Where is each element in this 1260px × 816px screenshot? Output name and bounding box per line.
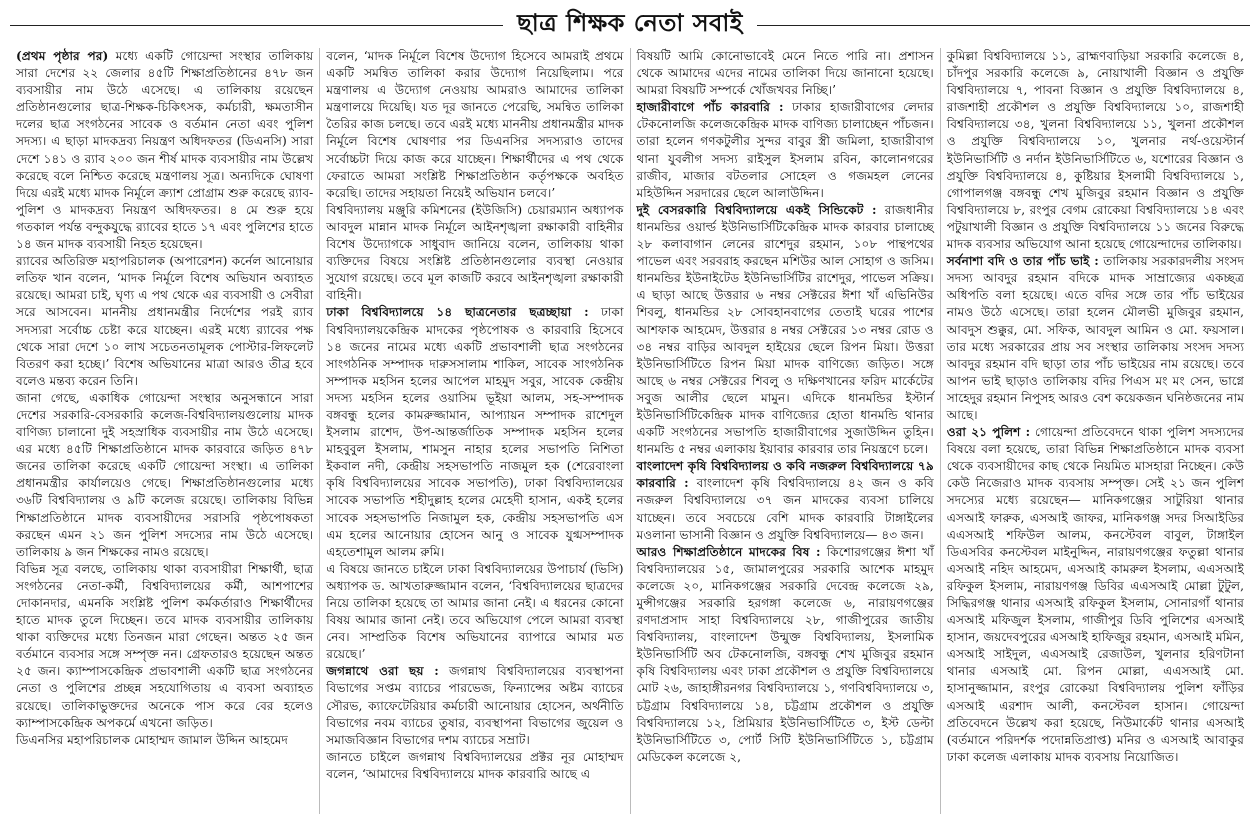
subheading: জগন্নাথে ওরা ছয় : xyxy=(326,664,439,679)
headline-rule-left xyxy=(10,25,503,26)
paragraph-text: ডিএনসির মহাপরিচালক মোহাম্মদ জামাল উদ্দিন আহমেদ xyxy=(16,732,288,747)
article-paragraph xyxy=(947,48,1244,253)
paragraph-text: কিশোরগঞ্জের ঈশা খাঁ বিশ্ববিদ্যালয়ের ১৫, জামালপুরের সরকারি আশেক মাহমুদ কলেজে ২০, মানিকগঞ্জের সরকারি দেবেন্দ্র কলেজে ২৯, মুন্সীগঞ্জের সরকারি হরগঙ্গা কলেজে ৬, নারায়ণগঞ্জের রণদাপ্রসাদ সাহা বিশ্ববিদ্যালয়ে ২৮, গাজীপুরের জাতীয় বিশ্ববিদ্যালয়, বাংলাদেশ উন্মুক্ত বিশ্ববিদ্যালয়, ইসলামিক ইউনিভার্সিটি অব টেকনোলজি, বঙ্গবন্ধু শেখ মুজিবুর রহমান কৃষি বিশ্ববিদ্যালয় এবং ঢাকা প্রকৌশল ও প্রযুক্তি বিশ্ববিদ্যালয়ে মোট ২৬, জাহাঙ্গীরনগর বিশ্ববিদ্যালয়ে ১, গণবিশ্ববিদ্যালয়ে ৩, চট্টগ্রাম বিশ্ববিদ্যালয়ে ১৪, চট্টগ্রাম প্রকৌশল ও প্রযুক্তি বিশ্ববিদ্যালয়ে ১২, প্রিমিয়ার ইউনিভার্সিটিতে ৩, ইস্ট ডেল্টা ইউনিভার্সিটিতে ৩, পোর্ট সিটি ইউনিভার্সিটিতে ১, চট্টগ্রাম মেডিকেল কলেজে ২, xyxy=(636,544,934,764)
article-paragraph xyxy=(637,202,934,458)
headline-rule-right xyxy=(757,25,1250,26)
paragraph-text: গোয়েন্দা প্রতিবেদনে থাকা পুলিশ সদস্যদের বিষয়ে বলা হয়েছে, তারা বিভিন্ন শিক্ষাপ্রতিষ্ঠানে মাদক ব্যবসা থেকে ব্যবসায়ীদের কাছ থেকে নিয়মিত মাসহারা নিচ্ছেন। কেউ কেউ নিজেরাও মাদক ব্যবসায় সম্পৃক্ত। সেই ২১ জন পুলিশ সদস্যের মধ্যে রয়েছেন— মানিকগঞ্জের সাটুরিয়া থানার এসআই ফারুক, এসআই জাফর, মানিকগঞ্জ সদর সিআইডির এএসআই শফিউল আলম, কনস্টেবল বাবুল, টাঙ্গাইল ডিএসবির কনস্টেবল মাইনুদ্দিন, নারায়ণগঞ্জের ফতুল্লা থানার এসআই নহিদ আহমেদ, এসআই কামরুল ইসলাম, এএসআই রফিকুল ইসলাম, নারায়ণগঞ্জ ডিবির এএসআই মোল্লা টুটুল, সিদ্ধিরগঞ্জ থানার এসআই রফিকুল ইসলাম, সোনারগাঁ থানার এসআই মফিজুল ইসলাম, গাজীপুর ডিবি পুলিশের এসআই হাসান, জয়দেবপুরের এসআই হাফিজুর রহমান, এসআই মমিন, এসআই সাইদুল, এএসআই রেজাউল, খুলনার হরিণটানা থানার এসআই মো. রিপন মোল্লা, এএসআই মো. হাসানুজ্জামান, রংপুর রোকেয়া বিশ্ববিদ্যালয় পুলিশ ফাঁড়ির এসআই এরশাদ আলী, কনস্টেবল হাসান। গোয়েন্দা প্রতিবেদনে উল্লেখ করা হয়েছে, নিউমার্কেট থানার এসআই (বর্তমানে পরিদর্শক পদোন্নতিপ্রাপ্ত) মনির ও এসআই আবাকুর ঢাকা কলেজ এলাকায় মাদক ব্যবসায় নিয়োজিত। xyxy=(946,425,1244,764)
article-paragraph xyxy=(326,202,623,305)
article-column-3 xyxy=(630,48,940,814)
paragraph-text: জানা গেছে, একাধিক গোয়েন্দা সংস্থার অনুসন্ধানে সারা দেশের সরকারি-বেসরকারি কলেজ-বিশ্ববিদ্যালয়গুলোয় মাদক বাণিজ্য চালানো দুই সহস্রাধিক ব্যবসায়ীর নাম উঠে এসেছে। এর মধ্যে ৪৫টি শিক্ষাপ্রতিষ্ঠানে মাদক কারবারে জড়িত ৪৭৮ জনের তালিকা করেছে একটি গোয়েন্দা সংস্থা। এ তালিকা প্রধানমন্ত্রীর কার্যালয়েও গেছে। শিক্ষাপ্রতিষ্ঠানগুলোর মধ্যে ৩৬টি বিশ্ববিদ্যালয় ও ৯টি কলেজ রয়েছে। তালিকায় বিভিন্ন শিক্ষাপ্রতিষ্ঠানে মাদক ব্যবসায়ীদের সরাসরি পৃষ্ঠপোষকতা করছেন এমন ২১ জন পুলিশ সদস্যের নাম উঠে এসেছে। তালিকায় ৯ জন শিক্ষকের নামও রয়েছে। xyxy=(16,390,314,559)
article-paragraph xyxy=(637,48,934,99)
subheading: সর্বনাশা বদি ও তার পাঁচ ভাই : xyxy=(946,254,1099,269)
article-column-4 xyxy=(940,48,1250,814)
paragraph-text: তালিকায় সরকারদলীয় সংসদ সদস্য আবদুর রহমান বদিকে মাদক সাম্রাজ্যের একচ্ছত্র অধিপতি বলা হয়েছে। এতে বদির সঙ্গে তার পাঁচ ভাইয়ের নামও উঠে এসেছে। তারা হলেন মৌলভী মুজিবুর রহমান, আবদুস শুক্কুর, মো. সফিক, আবদুল আমিন ও মো. ফয়সাল। তার মধ্যে সরকারের প্রায় সব সংস্থার তালিকায় সংসদ সদস্য আবদুর রহমান বদি ছাড়া তার পাঁচ ভাইয়ের নাম রয়েছে। তবে আপন ভাই ছাড়াও তালিকায় বদির পিএস মং মং সেন, ভাগ্নে সাহেদুর রহমান নিপুসহ আরও বেশ কয়েকজন ঘনিষ্ঠজনের নাম আছে। xyxy=(946,254,1244,422)
subheading: (প্রথম পৃষ্ঠার পর) xyxy=(16,49,109,63)
article-column-1 xyxy=(10,48,319,814)
subheading: দুই বেসরকারি বিশ্ববিদ্যালয়ে একই সিন্ডিকেট : xyxy=(636,202,877,217)
article-paragraph xyxy=(637,544,934,766)
subheading: ঢাকা বিশ্ববিদ্যালয়ে ১৪ ছাত্রনেতার ছত্রচ্ছায়া : xyxy=(326,305,589,320)
headline: ছাত্র শিক্ষক নেতা সবাই xyxy=(517,8,743,37)
paragraph-text: ঢাকা বিশ্ববিদ্যালয়কেন্দ্রিক মাদকের পৃষ্ঠপোষক ও কারবারি হিসেবে ১৪ জনের নামের মধ্যে একটি প্রভাবশালী ছাত্র সংগঠনের সাংগঠনিক সম্পাদক দারুসসালাম শাকিল, সাবেক সাংগঠনিক সম্পাদক মহসিন হলের আপেল মাহমুদ সবুর, সাবেক কেন্দ্রীয় সদস্য মহসিন হলের ওয়াসিম ভূইয়া আলম, সহ-সম্পাদক বঙ্গবন্ধু হলের কামরুজ্জামান, আপ্যায়ন সম্পাদক রাশেদুল ইসলাম রাশেদ, উপ-আন্তর্জাতিক সম্পাদক মহসিন হলের মাহবুবুল ইসলাম, শামসুন নাহার হলের সভাপতি নিশিতা ইকবাল নদী, কেন্দ্রীয় সহসভাপতি নাজমুল হক (শেরেবাংলা কৃষি বিশ্ববিদ্যালয়ের সাবেক সভাপতি), ঢাকা বিশ্ববিদ্যালয়ের সাবেক সভাপতি শহীদুল্লাহ হলের মেহেদী হাসান, একই হলের সাবেক সহসভাপতি নিজামুল হক, কেন্দ্রীয় সহসভাপতি এস এম হলের আনোয়ার হোসেন আনু ও সাবেক যুগ্মসম্পাদক এহতেশামুল আলম রুমি। xyxy=(326,305,624,559)
paragraph-text: র‍্যাবের অতিরিক্ত মহাপরিচালক (অপারেশন) কর্নেল আনোয়ার লতিফ খান বলেন, ‘মাদক নির্মূলে বিশেষ অভিযান অব্যাহত রয়েছে। আমরা চাই, ঘৃণ্য এ পথ থেকে এর ব্যবসায়ী ও সেবীরা সরে আসবেন। মাননীয় প্রধানমন্ত্রীর নির্দেশের পরই র‍্যাব সদস্যরা সর্বোচ্চ চেষ্টা করে যাচ্ছেন। এরই মধ্যে র‍্যাবের পক্ষ থেকে সারা দেশে ১০ লাখ সচেতনতামূলক পোস্টার-লিফলেট বিতরণ করা হচ্ছে।’ বিশেষ অভিযানের মাত্রা আরও তীব্র হবে বলেও মন্তব্য করেন তিনি। xyxy=(16,254,314,388)
headline-row xyxy=(10,6,1250,44)
article-column-2 xyxy=(319,48,629,814)
paragraph-text: এ বিষয়ে জানতে চাইলে ঢাকা বিশ্ববিদ্যালয়ের উপাচার্য (ভিসি) অধ্যাপক ড. আখতারুজ্জামান বলেন, ‘বিশ্ববিদ্যালয়ের ছাত্রদের নিয়ে তালিকা হয়েছে তা আমার জানা নেই। এ ধরনের কোনো বিষয় আমার জানা নেই। তবে অভিযোগ পেলে আমরা ব্যবস্থা নেব। সাম্প্রতিক বিশেষ অভিযানের ব্যাপারে আমার মত রয়েছে।’ xyxy=(326,561,624,662)
paragraph-text: ঢাকার হাজারীবাগের লেদার টেকনোলজি কলেজকেন্দ্রিক মাদক বাণিজ্য চালাচ্ছেন পাঁচজন। তারা হলেন গণকটুলীর সুন্দর বাবুর স্ত্রী জমিলা, হাজারীবাগ থানা যুবলীগ সদস্য রাইসুল ইসলাম রবিন, কালোনগরের রাজীব, মাজার বটতলার সোহেল ও গজমহল লেনের মহিউদ্দিন সরদারের ছেলে আলাউদ্দিন। xyxy=(636,100,934,200)
article-paragraph xyxy=(326,48,623,202)
article-paragraph xyxy=(16,561,313,732)
article-paragraph xyxy=(326,304,623,560)
subheading: আরও শিক্ষাপ্রতিষ্ঠানে মাদকের বিষ : xyxy=(636,544,821,559)
paragraph-text: বলেন, ‘মাদক নির্মূলে বিশেষ উদ্যোগ হিসেবে আমরাই প্রথমে একটি সমন্বিত তালিকা করার উদ্যোগ নিয়েছিলাম। পরে মন্ত্রণালয় এ উদ্যোগ নেওয়ায় আমরাও আমাদের তালিকা মন্ত্রণালয়ে দিয়েছি। যত দূর জানতে পেরেছি, সমন্বিত তালিকা তৈরির কাজ চলছে। তবে এরই মধ্যে মাননীয় প্রধানমন্ত্রীর মাদক নির্মূলে বিশেষ ঘোষণার পর ডিএনসির সদস্যরাও তাদের সর্বোচ্চটা দিয়ে কাজ করে যাচ্ছেন। শিক্ষার্থীদের এ পথ থেকে ফেরাতে আমরা সংশ্লিষ্ট শিক্ষাপ্রতিষ্ঠান কর্তৃপক্ষকে অবহিত করেছি। তাদের সহায়তা নিয়েই অভিযান চলবে।’ xyxy=(326,49,624,200)
paragraph-text: মধ্যে একটি গোয়েন্দা সংস্থার তালিকায় সারা দেশের ২২ জেলার ৪৫টি শিক্ষাপ্রতিষ্ঠানের ৪৭৮ জন ব্যবসায়ীর নাম উঠে এসেছে। এ তালিকায় রয়েছেন প্রতিষ্ঠানগুলোর ছাত্র-শিক্ষক-চিকিৎসক, কর্মচারী, ক্ষমতাসীন দলের ছাত্র সংগঠনের সাবেক ও বর্তমান নেতা এবং পুলিশ সদস্য। এ ছাড়া মাদকদ্রব্য নিয়ন্ত্রণ অধিদফতর (ডিএনসি) সারা দেশে ১৪১ ও র‍্যাব ২০০ জন শীর্ষ মাদক ব্যবসায়ীর নাম উল্লেখ করেছে বলে নিশ্চিত করেছে মন্ত্রণালয় সূত্র। অন্যদিকে ঘোষণা দিয়ে এরই মধ্যে মাদক নির্মূলে ক্র্যাশ প্রোগ্রাম শুরু করেছে র‍্যাব-পুলিশ ও মাদকদ্রব্য নিয়ন্ত্রণ অধিদফতর। ৪ মে শুরু হয়ে গতকাল পর্যন্ত বন্দুকযুদ্ধে র‍্যাবের হাতে ১৭ এবং পুলিশের হাতে ১৪ জন মাদক ব্যবসায়ী নিহত হয়েছেন। xyxy=(16,49,314,252)
article-paragraph xyxy=(16,390,313,561)
article-paragraph xyxy=(637,458,934,543)
article-paragraph xyxy=(947,424,1244,766)
paragraph-text: বিশ্ববিদ্যালয় মঞ্জুরি কমিশনের (ইউজিসি) চেয়ারম্যান অধ্যাপক আবদুল মান্নান মাদক নির্মূলে আইনশৃঙ্খলা রক্ষাকারী বাহিনীর বিশেষ উদ্যোগকে সাধুবাদ জানিয়ে বলেন, তালিকায় থাকা ব্যক্তিদের বিষয়ে সংশ্লিষ্ট প্রতিষ্ঠানগুলোর ব্যবস্থা নেওয়ার সুযোগ রয়েছে। তবে মূল কাজটি করবে আইনশৃঙ্খলা রক্ষাকারী বাহিনী। xyxy=(326,202,624,303)
paragraph-text: কুমিল্লা বিশ্ববিদ্যালয়ে ১১, ব্রাহ্মণবাড়িয়া সরকারি কলেজে ৪, চাঁদপুর সরকারি কলেজে ৯, নোয়াখালী বিজ্ঞান ও প্রযুক্তি বিশ্ববিদ্যালয়ে ৭, পাবনা বিজ্ঞান ও প্রযুক্তি বিশ্ববিদ্যালয়ে ৪, রাজশাহী প্রকৌশল ও প্রযুক্তি বিশ্ববিদ্যালয়ে ১০, রাজশাহী বিশ্ববিদ্যালয়ে ৩৪, খুলনা বিশ্ববিদ্যালয়ে ১১, খুলনা প্রকৌশল ও প্রযুক্তি বিশ্ববিদ্যালয়ে ১০, খুলনার নর্থ-ওয়েস্টার্ন ইউনিভার্সিটি ও নর্দান ইউনিভার্সিটিতে ৬, যশোরের বিজ্ঞান ও প্রযুক্তি বিশ্ববিদ্যালয়ে ৪, কুষ্টিয়ার ইসলামী বিশ্ববিদ্যালয়ে ১, গোপালগঞ্জ বঙ্গবন্ধু শেখ মুজিবুর রহমান বিজ্ঞান ও প্রযুক্তি বিশ্ববিদ্যালয়ে ৮, রংপুর বেগম রোকেয়া বিশ্ববিদ্যালয়ে ১৪ এবং পটুয়াখালী বিজ্ঞান ও প্রযুক্তি বিশ্ববিদ্যালয়ে ১১ জনের বিরুদ্ধে মাদক ব্যবসার অভিযোগ আনা হয়েছে গোয়েন্দাদের তালিকায়। xyxy=(946,49,1244,252)
paragraph-text: বিষয়টি আমি কোনোভাবেই মেনে নিতে পারি না। প্রশাসন থেকে আমাদের এদের নামের তালিকা দিয়ে জানানো হয়েছে। আমরা বিষয়টি সম্পর্কে খোঁজখবর নিচ্ছি।’ xyxy=(636,49,934,98)
article-paragraph xyxy=(16,732,313,749)
article-paragraph xyxy=(16,48,313,253)
paragraph-text: জগন্নাথ বিশ্ববিদ্যালয়ের ব্যবস্থাপনা বিভাগের সপ্তম ব্যাচের পারভেজ, ফিন্যান্সের অষ্টম ব্যাচের সৌরভ, ক্যাফেটেরিয়ার কর্মচারী আনোয়ার হোসেন, অর্থনীতি বিভাগের নবম ব্যাচের তুষার, ব্যবস্থাপনা বিভাগের জুয়েল ও সমাজবিজ্ঞান বিভাগের দশম ব্যাচের সম্রাট। xyxy=(326,664,624,747)
article-paragraph xyxy=(16,253,313,390)
article-columns xyxy=(10,48,1250,814)
paragraph-text: বাংলাদেশ কৃষি বিশ্ববিদ্যালয়ে ৪২ জন ও কবি নজরুল বিশ্ববিদ্যালয়ে ৩৭ জন মাদকের ব্যবসা চালিয়ে যাচ্ছেন। তবে সবচেয়ে বেশি মাদক কারবারি টাঙ্গাইলের মওলানা ভাসানী বিজ্ঞান ও প্রযুক্তি বিশ্ববিদ্যালয়ে— ৪৩ জন। xyxy=(636,476,934,542)
subheading: হাজারীবাগে পাঁচ কারবারি : xyxy=(636,100,784,115)
article-paragraph xyxy=(326,663,623,748)
paragraph-text: বিভিন্ন সূত্র বলছে, তালিকায় থাকা ব্যবসায়ীরা শিক্ষার্থী, ছাত্র সংগঠনের নেতা-কর্মী, বিশ্ববিদ্যালয়ের কর্মী, আশপাশের দোকানদার, এমনকি সংশ্লিষ্ট পুলিশ কর্মকর্তারাও শিক্ষার্থীদের হাতে মাদক তুলে দিচ্ছেন। তবে মাদক ব্যবসায়ীর তালিকায় থাকা ব্যক্তিদের মধ্যে তিনজন মারা গেছেন। অন্তত ২৫ জন বর্তমানে ব্যবসার সঙ্গে সম্পৃক্ত নন। গ্রেফতারও হয়েছেন অন্তত ২৫ জন। ক্যাম্পাসকেন্দ্রিক প্রভাবশালী একটি ছাত্র সংগঠনের নেতা ও পুলিশের প্রচ্ছন্ন সহযোগিতায় এ ব্যবসা অব্যাহত রয়েছে। তালিকাভুক্তদের অনেকে পাস করে বের হলেও ক্যাম্পাসকেন্দ্রিক অপকর্মে এখনো জড়িত। xyxy=(16,561,314,730)
article-paragraph xyxy=(637,99,934,202)
article-paragraph xyxy=(947,253,1244,424)
article-paragraph xyxy=(326,749,623,783)
paragraph-text: রাজধানীর ধানমন্ডির ওয়ার্ল্ড ইউনিভার্সিটিকেন্দ্রিক মাদক কারবার চালাচ্ছে ২৮ কলাবাগান লেনের রাশেদুর রহমান, ১০৮ পান্থপথের পাভেল এবং সরবরাহ করছেন মশিউর আল সোহাগ ও জসিম। ধানমন্ডির ইউনাইটেড ইউনিভার্সিটির রাশেদুর, পাভেল সক্রিয়। এ ছাড়া আছে উত্তরার ৬ নম্বর সেক্টরের ঈশা খাঁ এভিনিউর শিবলু, ধানমন্ডির ২৮ সোবহানবাগের তেতাই ঘরের পাশের আশফাক আহমেদ, উত্তরার ৪ নম্বর সেক্টরের ১৩ নম্বর রোড ও ৩৪ নম্বর বাড়ির আবদুল হাইয়ের ছেলে রিপন মিয়া। উত্তরা ইউনিভার্সিটিতে রিপন মিয়া মাদক বাণিজ্যে জড়িত। সঙ্গে আছে ৬ নম্বর সেক্টরের শিবলু ও দক্ষিণখানের ফরিদ মার্কেটের সবুজ আলীর ছেলে মামুন। এদিকে ধানমন্ডির ইস্টার্ন ইউনিভার্সিটিকেন্দ্রিক মাদক বাণিজ্যের হোতা ধানমন্ডি থানার একটি সংগঠনের সভাপতি হাজারীবাগের সুজাউদ্দিন তুহিন। ধানমন্ডি ৫ নম্বর এলাকায় ইয়াবার কারবার তার নিয়ন্ত্রণে চলে। xyxy=(636,202,934,457)
article-paragraph xyxy=(326,561,623,664)
paragraph-text: জানতে চাইলে জগন্নাথ বিশ্ববিদ্যালয়ের প্রক্টর নূর মোহাম্মদ বলেন, ‘আমাদের বিশ্ববিদ্যালয়ে মাদক কারবারি আছে এ xyxy=(326,749,624,781)
subheading: বাংলাদেশ কৃষি বিশ্ববিদ্যালয় ও কবি নজরুল বিশ্ববিদ্যালয়ে ৭৯ কারবারি : xyxy=(636,459,934,491)
subheading: ওরা ২১ পুলিশ : xyxy=(946,425,1031,440)
